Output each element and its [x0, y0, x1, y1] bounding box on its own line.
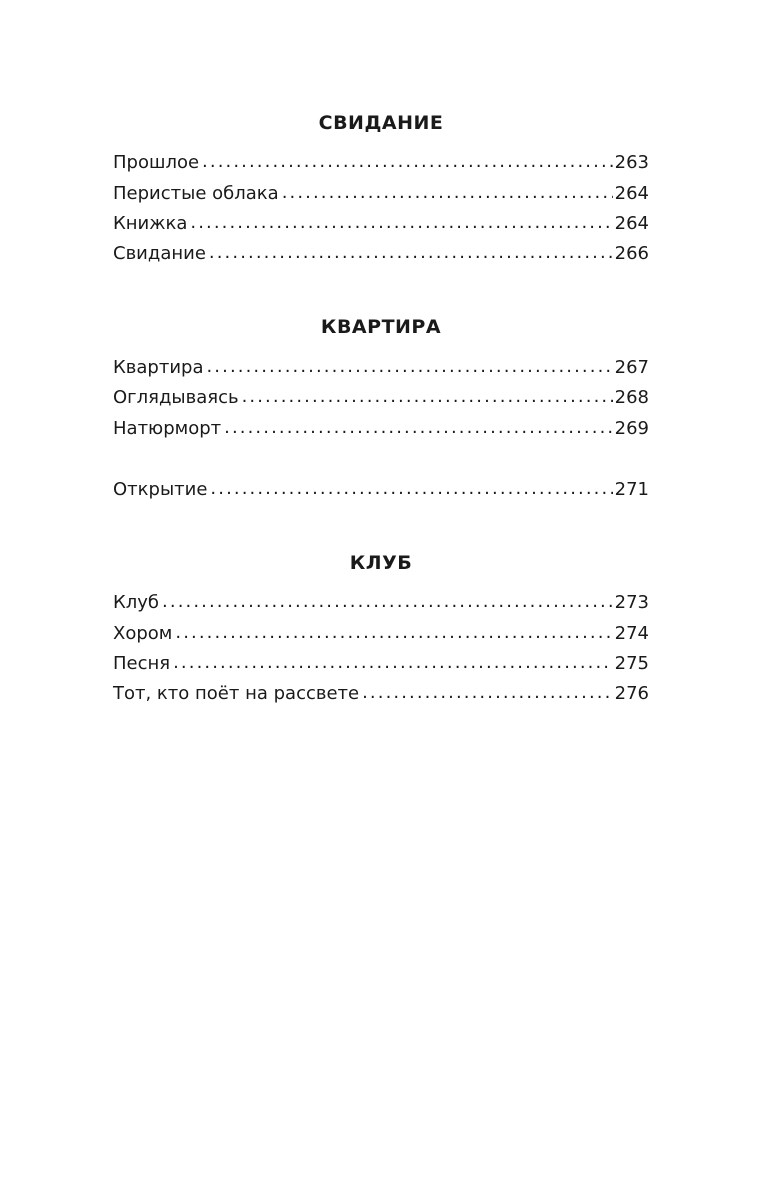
entry-page-number: 273	[614, 592, 649, 613]
entry-title: Прошлое	[113, 152, 200, 173]
dot-leader	[162, 589, 613, 615]
toc-entry[interactable]	[113, 651, 649, 677]
toc-entry[interactable]	[113, 477, 649, 503]
dot-leader	[202, 149, 613, 175]
dot-leader	[242, 384, 613, 410]
dot-leader	[210, 476, 612, 502]
dot-leader	[190, 210, 612, 236]
entry-page-number: 263	[614, 152, 649, 173]
toc-entry[interactable]	[113, 590, 649, 616]
entry-title: Натюрморт	[113, 418, 222, 439]
toc-entry[interactable]	[113, 211, 649, 237]
entry-title: Свидание	[113, 243, 206, 264]
entry-title: Перистые облака	[113, 183, 279, 204]
dot-leader	[175, 620, 612, 646]
entry-page-number: 271	[614, 479, 649, 500]
entry-title: Книжка	[113, 213, 188, 234]
section-title: КВАРТИРА	[320, 316, 442, 338]
section-title: КЛУБ	[349, 552, 413, 574]
toc-entry[interactable]	[113, 150, 649, 176]
dot-leader	[282, 180, 613, 206]
entry-page-number: 276	[614, 683, 649, 704]
entry-page-number: 275	[614, 653, 649, 674]
entry-page-number: 269	[614, 418, 649, 439]
entry-title: Оглядываясь	[113, 387, 239, 408]
entry-page-number: 264	[614, 183, 649, 204]
section-title: СВИДАНИЕ	[318, 112, 444, 134]
toc-entry[interactable]	[113, 416, 649, 442]
toc-entry[interactable]	[113, 355, 649, 381]
entry-page-number: 267	[614, 357, 649, 378]
toc-entry[interactable]	[113, 385, 649, 411]
entry-title: Квартира	[113, 357, 204, 378]
toc-entry[interactable]	[113, 241, 649, 267]
entry-title: Хором	[113, 623, 173, 644]
dot-leader	[224, 415, 613, 441]
entry-page-number: 274	[614, 623, 649, 644]
entry-title: Тот, кто поёт на рассвете	[113, 683, 360, 704]
entry-title: Открытие	[113, 479, 208, 500]
dot-leader	[209, 240, 613, 266]
dot-leader	[173, 650, 613, 676]
toc-entry[interactable]	[113, 181, 649, 207]
entry-title: Клуб	[113, 592, 160, 613]
toc-entry[interactable]	[113, 621, 649, 647]
dot-leader	[206, 354, 612, 380]
dot-leader	[362, 680, 613, 706]
entry-page-number: 264	[614, 213, 649, 234]
entry-page-number: 268	[614, 387, 649, 408]
entry-page-number: 266	[614, 243, 649, 264]
toc-entry[interactable]	[113, 681, 649, 707]
entry-title: Песня	[113, 653, 171, 674]
